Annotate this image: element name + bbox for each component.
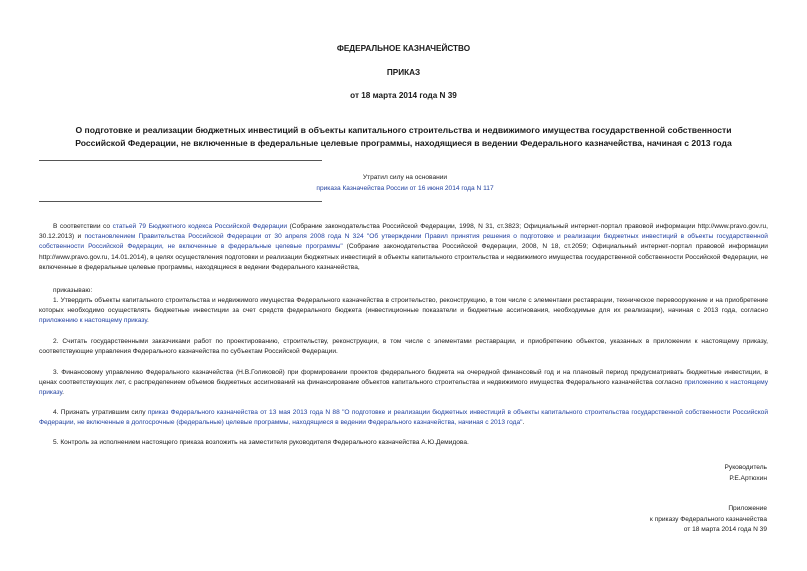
appendix-line-3: от 18 марта 2014 года N 39: [683, 526, 767, 533]
signature-block: [467, 463, 767, 484]
repeal-order-link[interactable]: приказа Казначейства России от 16 июня 2014 года N 117: [316, 185, 494, 192]
signature-role: Руководитель: [724, 464, 767, 471]
agency-heading: ФЕДЕРАЛЬНОЕ КАЗНАЧЕЙСТВО: [336, 44, 471, 53]
appendix-caption: [467, 504, 767, 536]
government-decree-link[interactable]: постановлением Правительства Российской Федерации от 30 апреля 2008 года N 324 "Об утверждении Правил принятия решения о подготовке и реализации бюджетных инвестиций в объекты государственной собственности Российской Федерации, не включенные в федеральные целевые программы": [39, 233, 768, 251]
appendix-link-2[interactable]: приложению к настоящему приказу: [39, 379, 768, 397]
budget-code-link[interactable]: статьей 79 Бюджетного кодекса Российской Федерации: [112, 223, 288, 230]
preamble-paragraph: В соответствии со статьей 79 Бюджетного кодекса Российской Федерации (Собрание законодательства Российской Федерации, 1998, N 31, ст.3823; Официальный интернет-портал правовой информации http://www.pravo.gov.ru, 30.12.2013) и постановлением Правительства Российской Федерации от 30 апреля 2008 года N 324 "Об утверждении Правил принятия решения о подготовке и реализации бюджетных инвестиций в объекты государственной собственности Российской Федерации, не включенные в федеральные целевые программы" (Собрание законодательства Российской Федерации, 2008, N 18, ст.2059; Официальный интернет-портал правовой информации http://www.pravo.gov.ru, 14.01.2014), в целях осуществления подготовки и реализации бюджетных инвестиций в объекты капитального строительства и недвижимого имущества государственной собственности Российской Федерации, не включенные в федеральные целевые программы, находящиеся в ведении Федерального казначейства,: [39, 223, 768, 271]
appendix-link-1[interactable]: приложению к настоящему приказу: [39, 317, 148, 325]
document-title: [40, 124, 767, 149]
order-item-4: 4. Признать утратившим силу приказ Федерального казначейства от 13 мая 2013 года N 88 "О подготовке и реализации бюджетных инвестиций в объекты капитального строительства государственной собственности Российской Федерации, не включенные в долгосрочные (федеральные) целевые программы, находящиеся в ведении Федерального казначейства, начиная с 2013 года".: [39, 409, 768, 427]
repealed-order-link[interactable]: приказ Федерального казначейства от 13 мая 2013 года N 88 "О подготовке и реализации бюджетных инвестиций в объекты капитального строительства государственной собственности Российской Федерации, не включенные в долгосрочные (федеральные) целевые программы, находящиеся в ведении Федерального казначейства, начиная с 2013 года": [39, 409, 768, 427]
separator-bottom: [39, 201, 322, 202]
order-item-1: 1. Утвердить объекты капитального строительства и недвижимого имущества Федерального казначейства в строительство, реконструкцию, в том числе с элементами реставрации, техническое перевооружение и на приобретение которых необходимо осуществлять бюджетные инвестиции за счет средств федерального бюджета (инвестиционные показатели и бюджетные ассигнования, необходимые для их реализации), начиная с 2013 года, согласно приложению к настоящему приказу.: [39, 297, 768, 325]
document-date-number: от 18 марта 2014 года N 39: [350, 91, 457, 100]
status-note-text: Утратил силу на основании: [362, 174, 448, 181]
status-note: [230, 172, 580, 194]
appendix-line-1: Приложение: [728, 505, 767, 512]
order-item-3: 3. Финансовому управлению Федерального казначейства (Н.В.Голиковой) при формировании проектов федерального бюджета на очередной финансовый год и на плановый период предусматривать бюджетные инвестиции, в ценах соответствующих лет, с распределением объемов бюджетных ассигнований на финансирование объектов капитального строительства и недвижимого имущества Федерального казначейства согласно приложению к настоящему приказу.: [39, 369, 768, 397]
order-item-5: 5. Контроль за исполнением настоящего приказа возложить на заместителя руководителя Федерального казначейства А.Ю.Демидова.: [53, 439, 469, 446]
order-word: приказываю:: [53, 287, 93, 294]
signature-name: Р.Е.Артюхин: [729, 474, 767, 482]
title-line-1: О подготовке и реализации бюджетных инвестиций в объекты капитального строительства и недвижимого имущества государственной собственности: [75, 125, 732, 135]
order-item-2: 2. Считать государственными заказчиками работ по проектированию, строительству, реконструкции, в том числе с элементами реставрации, и приобретению объектов, указанных в приложении к настоящему приказу, соответствующие управления Федерального казначейства по субъектам Российской Федерации.: [39, 338, 768, 356]
title-line-2: Российской Федерации, не включенные в федеральные целевые программы, находящиеся в ведении Федерального казначейства, начиная с 2013 года: [75, 137, 732, 148]
separator-top: [39, 160, 322, 161]
document-type: ПРИКАЗ: [386, 68, 421, 77]
appendix-line-2: к приказу Федерального казначейства: [649, 515, 767, 523]
